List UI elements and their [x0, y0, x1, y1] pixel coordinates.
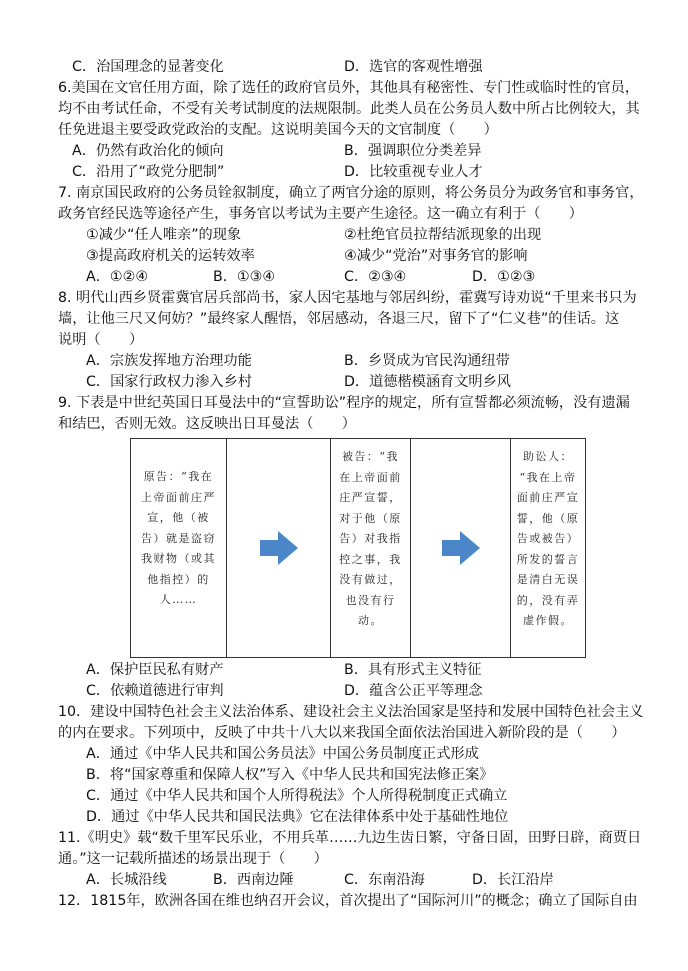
- q11-option-d: D．长江沿岸: [472, 872, 554, 888]
- defendant-oath-text: [331, 439, 410, 632]
- oath-line: 在上帝面前: [339, 470, 402, 484]
- q7-statement-4: ④减少“党治”对事务官的影响: [344, 248, 528, 264]
- q11-stem-line1: 11.《明史》载“数千里军民乐业，不用兵革……九边生齿日繁，守备日固，田野日辟，商贾日: [58, 830, 642, 846]
- q10-option-c: C．通过《中华人民共和国个人所得税法》个人所得税制度正式确立: [86, 788, 508, 804]
- q7-statement-1: ①减少“任人唯亲”的现象: [86, 227, 242, 243]
- q11-option-c: C．东南沿海: [344, 872, 425, 888]
- q10-stem-line1: 10．建设中国特色社会主义法治体系、建设社会主义法治国家是坚持和发展中国特色社会主义: [58, 704, 644, 720]
- q7-statement-3: ③提高政府机关的运转效率: [86, 248, 255, 264]
- q8-option-a: A．宗族发挥地方治理功能: [86, 353, 252, 369]
- q7-stem-line2: 政务官经民选等途径产生，事务官以考试为主要产生途径。这一确立有利于（ ）: [58, 206, 583, 222]
- q6-stem-line2: 均不由考试任命，不受有关考试制度的法规限制。此类人员在公务员人数中所占比例较大，其: [58, 101, 640, 117]
- right-arrow-icon: [260, 531, 298, 565]
- table-cell-defendant: [331, 439, 411, 657]
- q8-stem-line1: 8. 明代山西乡贤霍冀官居兵部尚书，家人因宅基地与邻居纠纷，霍冀写诗劝说“千里来书只为: [58, 290, 637, 306]
- oath-line: 告）就是盗窃: [141, 531, 216, 545]
- oath-line: 宣，他（被: [147, 511, 210, 524]
- right-arrow-icon: [442, 531, 480, 565]
- oath-line: 没有做过，: [339, 573, 402, 586]
- oath-line: 所发的誓言: [516, 552, 580, 566]
- plaintiff-oath-text: [131, 439, 226, 611]
- oath-line: 我财物（或其: [141, 552, 216, 565]
- q9-option-d: D．蕴含公正平等理念: [344, 683, 483, 699]
- q11-option-b: B．西南边陲: [213, 872, 294, 888]
- oath-line: 助讼人：: [523, 450, 573, 463]
- q8-option-b: B．乡贤成为官民沟通纽带: [344, 353, 510, 369]
- q7-option-a: A．①②④: [86, 269, 149, 285]
- q7-stem-line1: 7. 南京国民政府的公务员铨叙制度，确立了两官分途的原则，将公务员分为政务官和事务官，: [58, 185, 644, 201]
- q11-stem-line2: 通。”这一记载所描述的场景出现于（ ）: [58, 851, 328, 867]
- oath-line: 原告：“我在: [143, 470, 214, 483]
- table-cell-plaintiff: [131, 439, 227, 657]
- oath-line: 对于他（原: [339, 511, 402, 525]
- q11-option-a: A．长城沿线: [86, 872, 167, 888]
- oath-procedure-table: [130, 438, 586, 658]
- q8-option-c: C．国家行政权力渗入乡村: [86, 374, 252, 390]
- oath-line: 是清白无误: [516, 573, 580, 586]
- oath-line: 告或被告）: [516, 532, 580, 545]
- table-cell-compurgator: [511, 439, 585, 657]
- q9-option-b: B．具有形式主义特征: [344, 662, 482, 678]
- q9-option-a: A．保护臣民私有财产: [86, 662, 224, 678]
- q7-option-b: B．①③④: [213, 269, 276, 285]
- q10-stem-line2: 的内在要求。下列项中，反映了中共十八大以来我国全面依法治国进入新阶段的是（ ）: [58, 725, 626, 741]
- q10-option-a: A．通过《中华人民共和国公务员法》中国公务员制度正式形成: [86, 746, 479, 762]
- compurgator-oath-text: [511, 439, 585, 632]
- q10-option-b: B．将“国家尊重和保障人权”写入《中华人民共和国宪法修正案》: [86, 767, 494, 783]
- q7-option-d: D．①②③: [472, 269, 536, 285]
- oath-line: 虚作假。: [523, 614, 573, 627]
- oath-line: 动。: [358, 614, 383, 627]
- q6-stem-line3: 任免进退主要受政党政治的支配。这说明美国今天的文官制度（ ）: [58, 122, 498, 138]
- oath-line: 面前庄严宣: [516, 491, 580, 504]
- oath-line: “我在上帝: [519, 470, 577, 484]
- oath-line: 告）对我指: [339, 532, 402, 545]
- oath-line: 上帝面前庄严: [141, 490, 216, 504]
- q6-option-a: A．仍然有政治化的倾向: [72, 143, 224, 159]
- q5-option-c: C．治国理念的显著变化: [72, 59, 224, 75]
- q9-stem-line2: 和结巴，否则无效。这反映出日耳曼法（ ）: [58, 416, 356, 432]
- oath-line: 控之事，我: [339, 552, 402, 566]
- table-cell-arrow-2: [411, 439, 511, 657]
- oath-line: 庄严宣誓，: [339, 491, 402, 504]
- oath-line: 他指控）的: [147, 572, 210, 586]
- q7-option-c: C．②③④: [344, 269, 407, 285]
- q5-option-d: D．选官的客观性增强: [344, 59, 483, 75]
- q8-option-d: D．道德楷模涵育文明乡风: [344, 374, 511, 390]
- oath-line: 人……: [159, 593, 198, 606]
- q8-stem-line2: 墙，让他三尺又何妨？”最终家人醒悟，邻居感动，各退三尺，留下了“仁义巷”的佳话。这: [58, 311, 620, 327]
- q9-option-c: C．依赖道德进行审判: [86, 683, 224, 699]
- q10-option-d: D．通过《中华人民共和国民法典》它在法律体系中处于基础性地位: [86, 809, 509, 825]
- oath-line: 誓，他（原: [516, 511, 580, 525]
- q9-stem-line1: 9. 下表是中世纪英国日耳曼法中的“宣誓助讼”程序的规定，所有宣誓都必须流畅，没有遗漏: [58, 395, 630, 411]
- oath-line: 也没有行: [345, 593, 396, 607]
- q6-option-d: D．比较重视专业人才: [344, 164, 483, 180]
- table-cell-arrow-1: [227, 439, 331, 657]
- q6-option-b: B．强调职位分类差异: [344, 143, 482, 159]
- q7-statement-2: ②杜绝官员拉帮结派现象的出现: [344, 227, 542, 243]
- q6-stem-line1: 6.美国在文官任用方面，除了选任的政府官员外，其他具有秘密性、专门性或临时性的官员，: [58, 80, 640, 96]
- oath-line: 的，没有弄: [516, 593, 580, 607]
- oath-line: 被告：“我: [341, 450, 400, 463]
- q12-stem-line1: 12．1815年，欧洲各国在维也纳召开会议，首次提出了“国际河川”的概念；确立了国际自由: [58, 893, 638, 909]
- q6-option-c: C．沿用了“政党分肥制”: [72, 164, 225, 180]
- q8-stem-line3: 说明（ ）: [58, 332, 144, 348]
